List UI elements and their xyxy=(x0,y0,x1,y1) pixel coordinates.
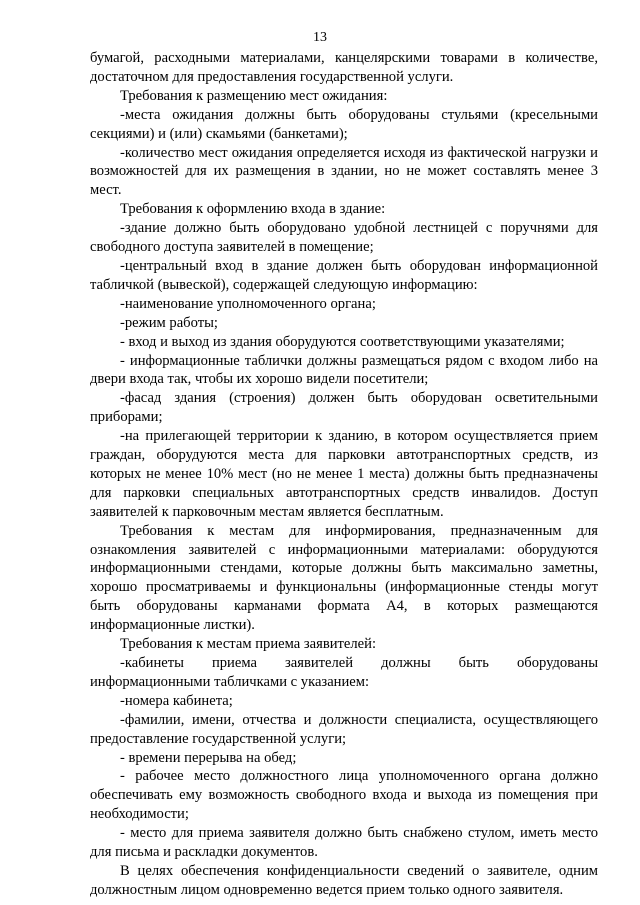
paragraph-waiting-count: -количество мест ожидания определяется исходя из фактической нагрузки и возможностей для их размещения в здании, но не может составлять менее 3 мест. xyxy=(90,144,598,199)
paragraph-waiting-seats: -места ожидания должны быть оборудованы стульями (кресельными секциями) и (или) скамьями (банкетами); xyxy=(90,106,598,142)
paragraph-specialist-name: -фамилии, имени, отчества и должности специалиста, осуществляющего предоставление государственной услуги; xyxy=(90,711,598,747)
document-body xyxy=(90,49,598,900)
paragraph-cabinet-number: -номера кабинета; xyxy=(120,692,233,709)
paragraph-waiting-heading: Требования к размещению мест ожидания: xyxy=(120,87,388,104)
paragraph-entrance-stairs: -здание должно быть оборудовано удобной лестницей с поручнями для свободного доступа заявителей в помещение; xyxy=(90,220,598,256)
paragraph-applicant-seat: - место для приема заявителя должно быть снабжено стулом, иметь место для письма и раскладки документов. xyxy=(90,825,598,861)
paragraph-facade-lighting: -фасад здания (строения) должен быть оборудован осветительными приборами; xyxy=(90,390,598,426)
paragraph-workplace: - рабочее место должностного лица уполномоченного органа должно обеспечивать ему возможность свободного входа и выхода из помещения при необходимости; xyxy=(90,768,598,823)
paragraph-entrance-sign: -центральный вход в здание должен быть оборудован информационной табличкой (вывеской), содержащей следующую информацию: xyxy=(90,257,598,293)
paragraph-entrance-heading: Требования к оформлению входа в здание: xyxy=(120,201,386,218)
paragraph-information-places: Требования к местам для информирования, предназначенным для ознакомления заявителей с информационными материалами: оборудуются информационными стендами, которые должны быть максимально заметны, хорошо просматриваемы и функциональны (информационные стенды могут быть оборудованы карманами формата А4, в которых размещаются информационные листки). xyxy=(90,522,598,634)
page-number: 13 xyxy=(313,30,327,45)
paragraph-cabinet-plates: -кабинеты приема заявителей должны быть оборудованы информационными табличками с указанием: xyxy=(90,655,598,690)
paragraph-sign-name: -наименование уполномоченного органа; xyxy=(120,295,376,312)
paragraph-reception-heading: Требования к местам приема заявителей: xyxy=(120,636,377,653)
paragraph-entrance-pointers: - вход и выход из здания оборудуются соответствующими указателями; xyxy=(120,333,565,350)
paragraph-sign-hours: -режим работы; xyxy=(120,314,218,331)
paragraph-confidentiality: В целях обеспечения конфиденциальности сведений о заявителе, одним должностным лицом одновременно ведется прием только одного заявителя. xyxy=(90,862,598,898)
paragraph-parking: -на прилегающей территории к зданию, в котором осуществляется прием граждан, оборудуются места для парковки автотранспортных средств, из которых не менее 10% мест (но не менее 1 места) должны быть предназначены для парковки специальных автотранспортных средств инвалидов. Доступ заявителей к парковочным местам является бесплатным. xyxy=(90,428,598,520)
paragraph-continuation: бумагой, расходными материалами, канцелярскими товарами в количестве, достаточном для предоставления государственной услуги. xyxy=(90,50,598,85)
paragraph-info-plates: - информационные таблички должны размещаться рядом с входом либо на двери входа так, чтобы их хорошо видели посетители; xyxy=(90,352,598,388)
paragraph-lunch-break: - времени перерыва на обед; xyxy=(120,749,297,766)
